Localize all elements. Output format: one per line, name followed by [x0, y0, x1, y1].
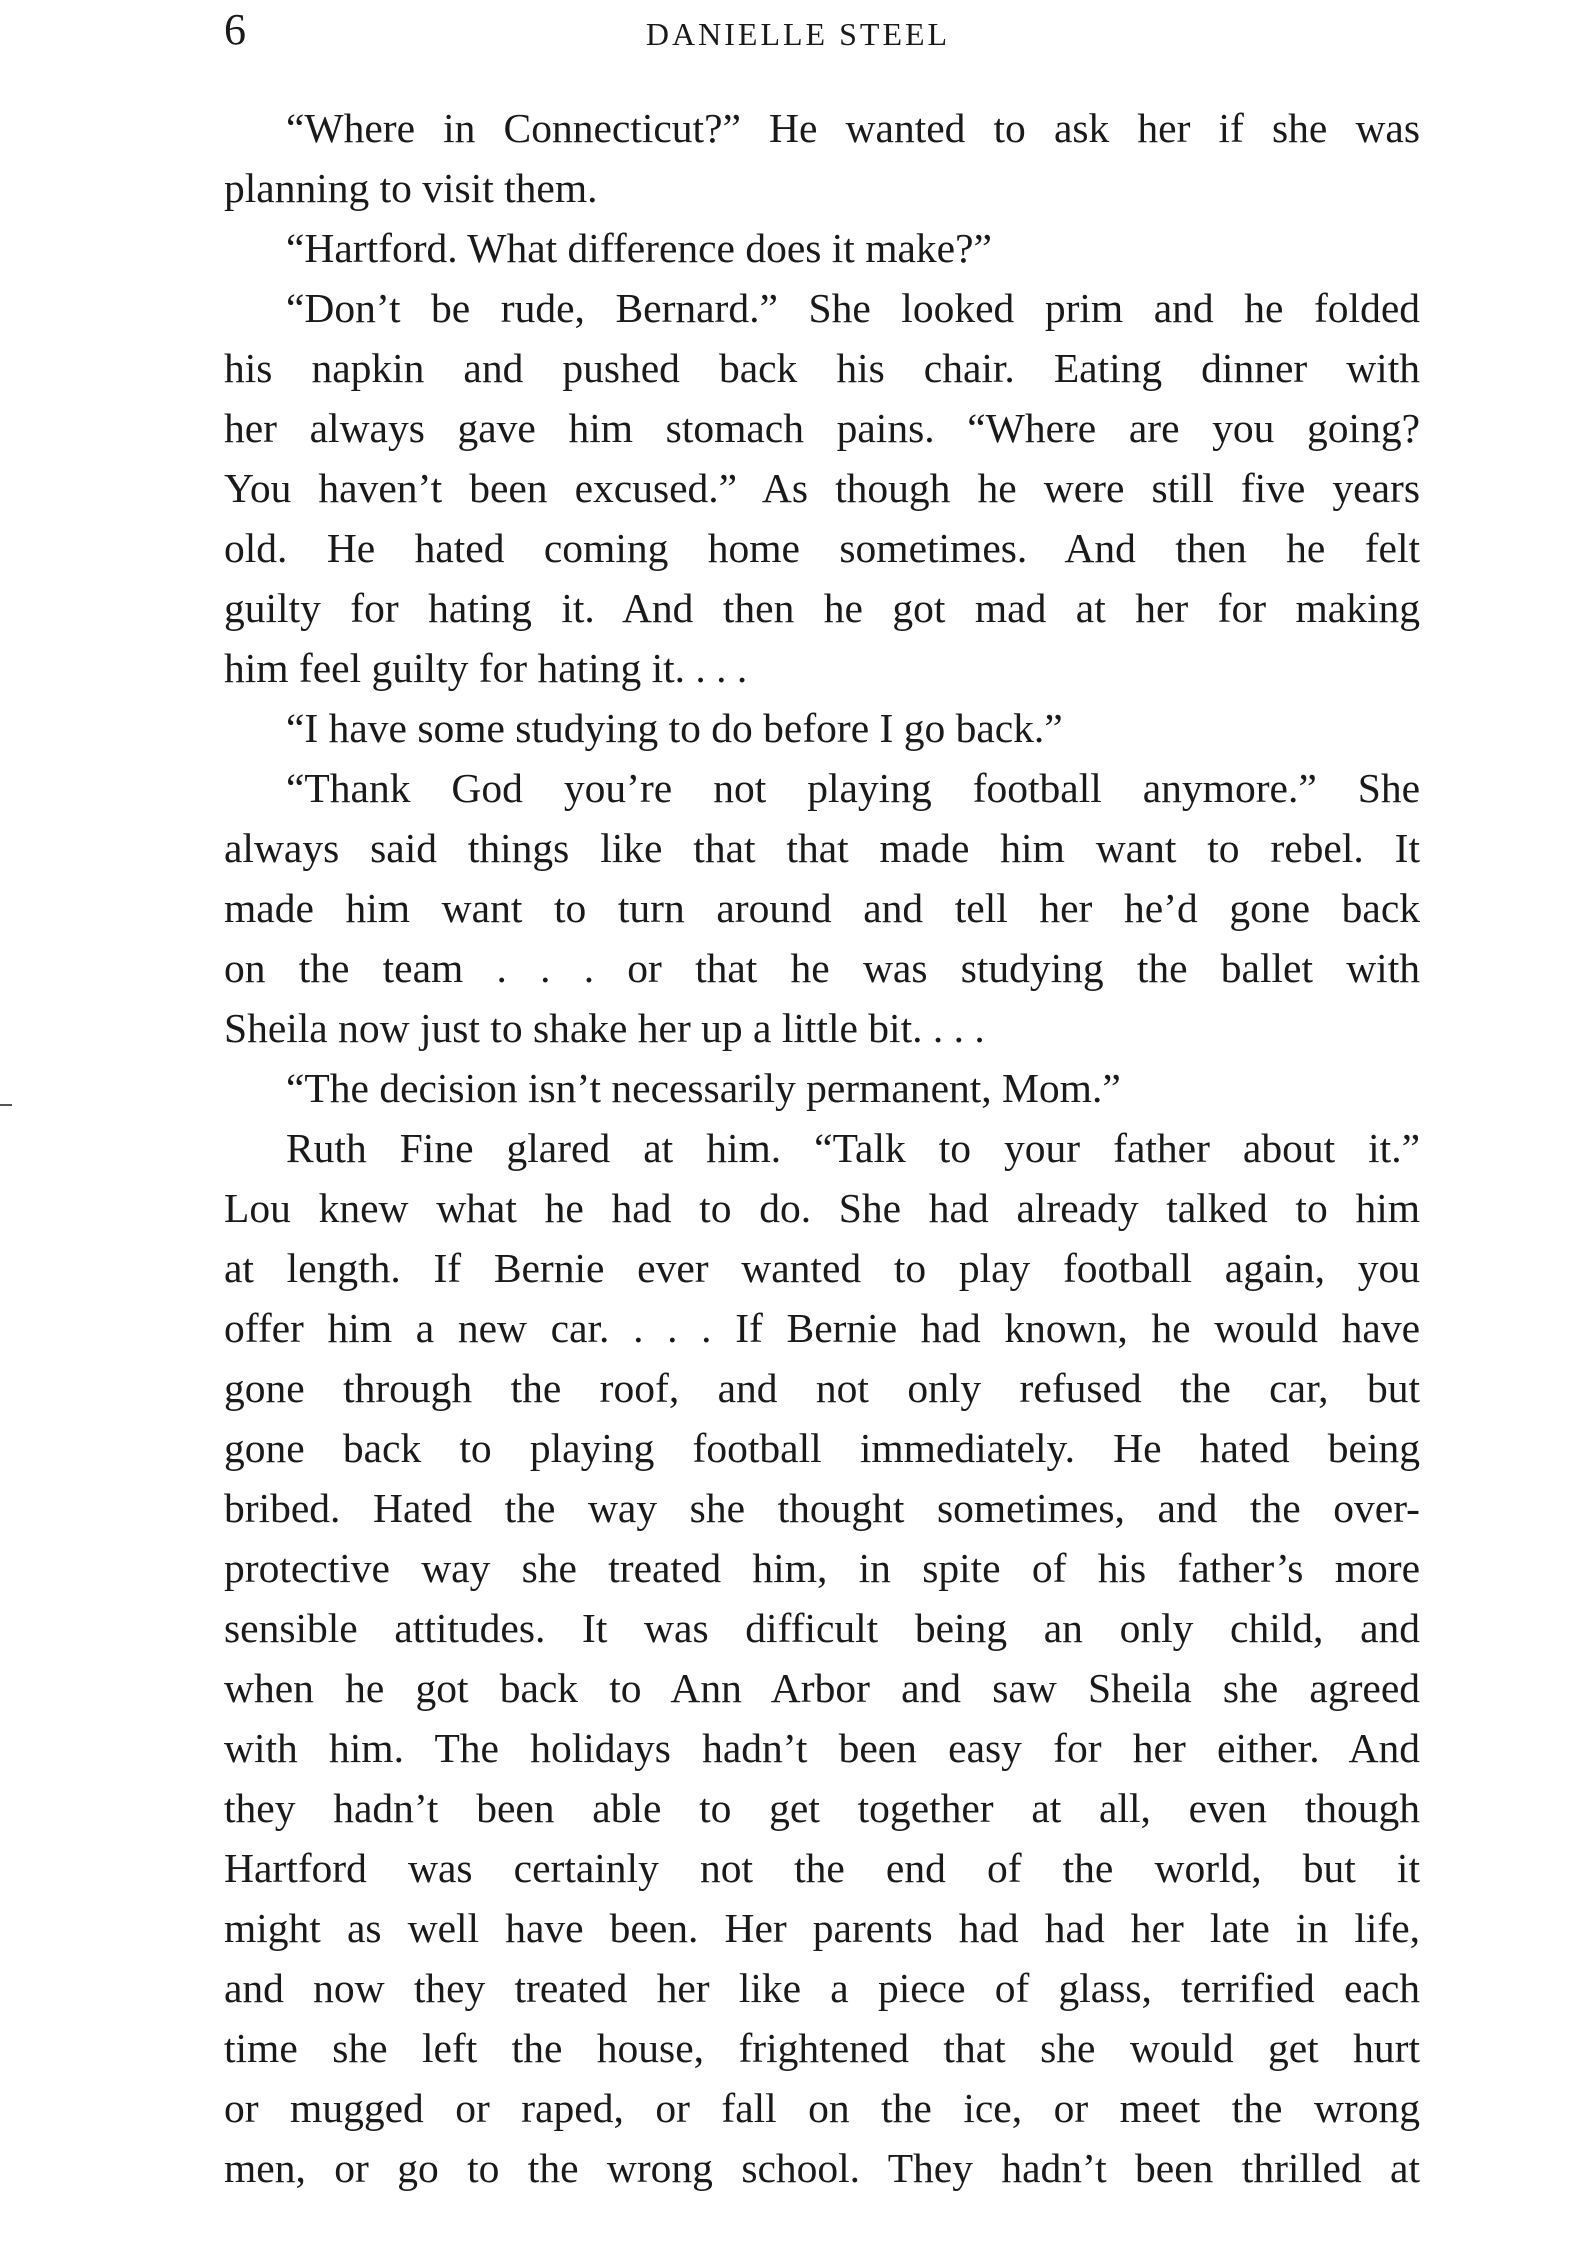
text-line: sensible attitudes. It was difficult being an only child, and [224, 1605, 1420, 1651]
text-line: on the team . . . or that he was studying the ballet with [224, 945, 1420, 991]
text-line: or mugged or raped, or fall on the ice, or meet the wrong [224, 2085, 1420, 2131]
text-line: “Thank God you’re not playing football anymore.” She [286, 765, 1420, 811]
text-line: You haven’t been excused.” As though he were still five years [224, 465, 1420, 511]
running-head: DANIELLE STEEL [645, 16, 951, 52]
text-line: and now they treated her like a piece of glass, terrified each [224, 1965, 1420, 2011]
text-line: Ruth Fine glared at him. “Talk to your father about it.” [286, 1125, 1420, 1171]
page-number: 6 [224, 5, 246, 54]
text-line: at length. If Bernie ever wanted to play football again, you [224, 1245, 1420, 1291]
text-line: “I have some studying to do before I go back.” [286, 705, 1063, 751]
text-line: planning to visit them. [224, 165, 598, 211]
text-line: Hartford was certainly not the end of the world, but it [224, 1845, 1420, 1891]
text-line: gone back to playing football immediately. He hated being [224, 1425, 1420, 1471]
text-line: time she left the house, frightened that she would get hurt [224, 2025, 1420, 2071]
text-line: with him. The holidays hadn’t been easy for her either. And [224, 1725, 1420, 1771]
text-line: bribed. Hated the way she thought sometimes, and the over- [224, 1485, 1420, 1531]
text-line: “The decision isn’t necessarily permanent, Mom.” [286, 1065, 1121, 1111]
text-line: might as well have been. Her parents had had her late in life, [224, 1905, 1420, 1951]
text-line: old. He hated coming home sometimes. And then he felt [224, 525, 1420, 571]
text-line: always said things like that that made him want to rebel. It [224, 825, 1420, 871]
text-line: they hadn’t been able to get together at all, even though [224, 1785, 1420, 1831]
text-line: her always gave him stomach pains. “Where are you going? [224, 405, 1420, 451]
text-line: “Don’t be rude, Bernard.” She looked prim and he folded [286, 285, 1420, 331]
text-line: made him want to turn around and tell her he’d gone back [224, 885, 1420, 931]
text-line: him feel guilty for hating it. . . . [224, 645, 748, 691]
body-text [224, 98, 1420, 2198]
margin-mark [0, 1104, 12, 1106]
text-line: his napkin and pushed back his chair. Eating dinner with [224, 345, 1420, 391]
text-line: when he got back to Ann Arbor and saw Sheila she agreed [224, 1665, 1420, 1711]
text-line: “Where in Connecticut?” He wanted to ask her if she was [286, 105, 1420, 151]
text-line: gone through the roof, and not only refused the car, but [224, 1365, 1420, 1411]
text-line: guilty for hating it. And then he got mad at her for making [224, 585, 1420, 631]
text-line: “Hartford. What difference does it make?” [286, 225, 992, 271]
text-line: men, or go to the wrong school. They hadn’t been thrilled at [224, 2145, 1420, 2191]
text-line: protective way she treated him, in spite of his father’s more [224, 1545, 1420, 1591]
text-line: Sheila now just to shake her up a little bit. . . . [224, 1005, 985, 1051]
text-line: offer him a new car. . . . If Bernie had known, he would have [224, 1305, 1420, 1351]
text-line: Lou knew what he had to do. She had already talked to him [224, 1185, 1420, 1231]
